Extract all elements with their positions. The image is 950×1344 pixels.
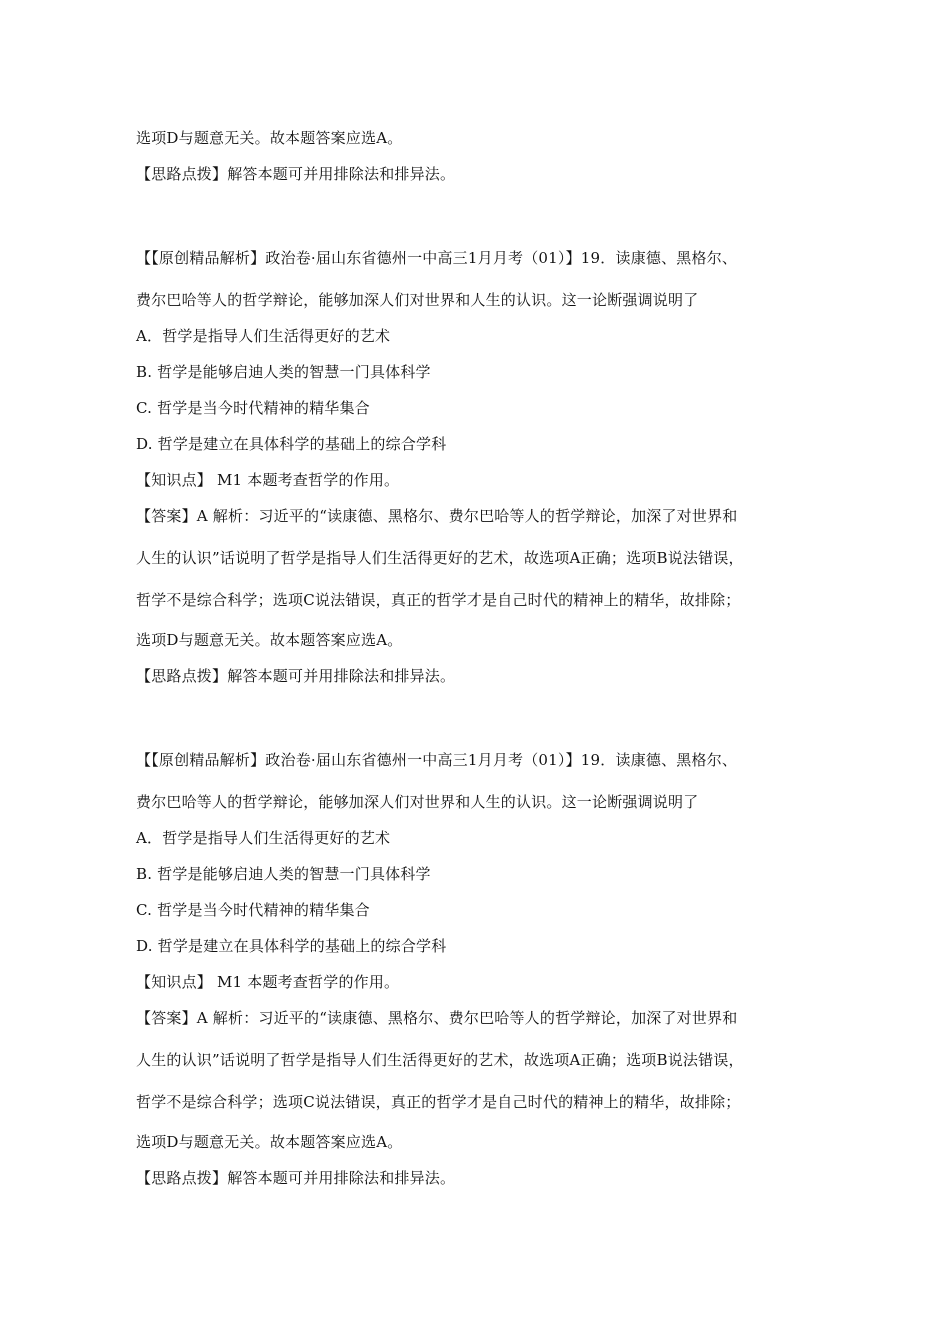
knowledge-point: 【知识点】 M1 本题考查哲学的作用。	[136, 973, 400, 991]
knowledge-point: 【知识点】 M1 本题考查哲学的作用。	[136, 471, 400, 489]
answer-line-2: 人生的认识”话说明了哲学是指导人们生活得更好的艺术，故选项A正确；选项B说法错误，	[136, 549, 744, 567]
answer-line-4: 选项D与题意无关。故本题答案应选A。	[136, 631, 403, 649]
option-b: B. 哲学是能够启迪人类的智慧一门具体科学	[136, 363, 431, 381]
option-b: B. 哲学是能够启迪人类的智慧一门具体科学	[136, 865, 431, 883]
option-c: C. 哲学是当今时代精神的精华集合	[136, 399, 370, 417]
answer-line-3: 哲学不是综合科学；选项C说法错误，真正的哲学才是自己时代的精神上的精华，故排除；	[136, 1093, 741, 1111]
answer-line-4: 选项D与题意无关。故本题答案应选A。	[136, 1133, 403, 1151]
question-stem-line-2: 费尔巴哈等人的哲学辩论，能够加深人们对世界和人生的认识。这一论断强调说明了	[136, 793, 699, 811]
thinking-tip: 【思路点拨】解答本题可并用排除法和排异法。	[136, 165, 456, 183]
option-a: A．哲学是指导人们生活得更好的艺术	[136, 829, 391, 847]
option-d: D. 哲学是建立在具体科学的基础上的综合学科	[136, 435, 447, 453]
answer-line-2: 人生的认识”话说明了哲学是指导人们生活得更好的艺术，故选项A正确；选项B说法错误，	[136, 1051, 744, 1069]
answer-tail-line: 选项D与题意无关。故本题答案应选A。	[136, 129, 403, 147]
option-d: D. 哲学是建立在具体科学的基础上的综合学科	[136, 937, 447, 955]
answer-line-3: 哲学不是综合科学；选项C说法错误，真正的哲学才是自己时代的精神上的精华，故排除；	[136, 591, 741, 609]
question-stem-line-2: 费尔巴哈等人的哲学辩论，能够加深人们对世界和人生的认识。这一论断强调说明了	[136, 291, 699, 309]
answer-line-1: 【答案】A 解析：习近平的“读康德、黑格尔、费尔巴哈等人的哲学辩论，加深了对世界和	[136, 507, 738, 525]
option-c: C. 哲学是当今时代精神的精华集合	[136, 901, 370, 919]
question-stem-line-1: 【【原创精品解析】政治卷·届山东省德州一中高三1月月考（01）】19．读康德、黑格尔、	[136, 751, 738, 769]
thinking-tip: 【思路点拨】解答本题可并用排除法和排异法。	[136, 1169, 456, 1187]
option-a: A．哲学是指导人们生活得更好的艺术	[136, 327, 391, 345]
answer-line-1: 【答案】A 解析：习近平的“读康德、黑格尔、费尔巴哈等人的哲学辩论，加深了对世界和	[136, 1009, 738, 1027]
thinking-tip: 【思路点拨】解答本题可并用排除法和排异法。	[136, 667, 456, 685]
question-stem-line-1: 【【原创精品解析】政治卷·届山东省德州一中高三1月月考（01）】19．读康德、黑格尔、	[136, 249, 738, 267]
